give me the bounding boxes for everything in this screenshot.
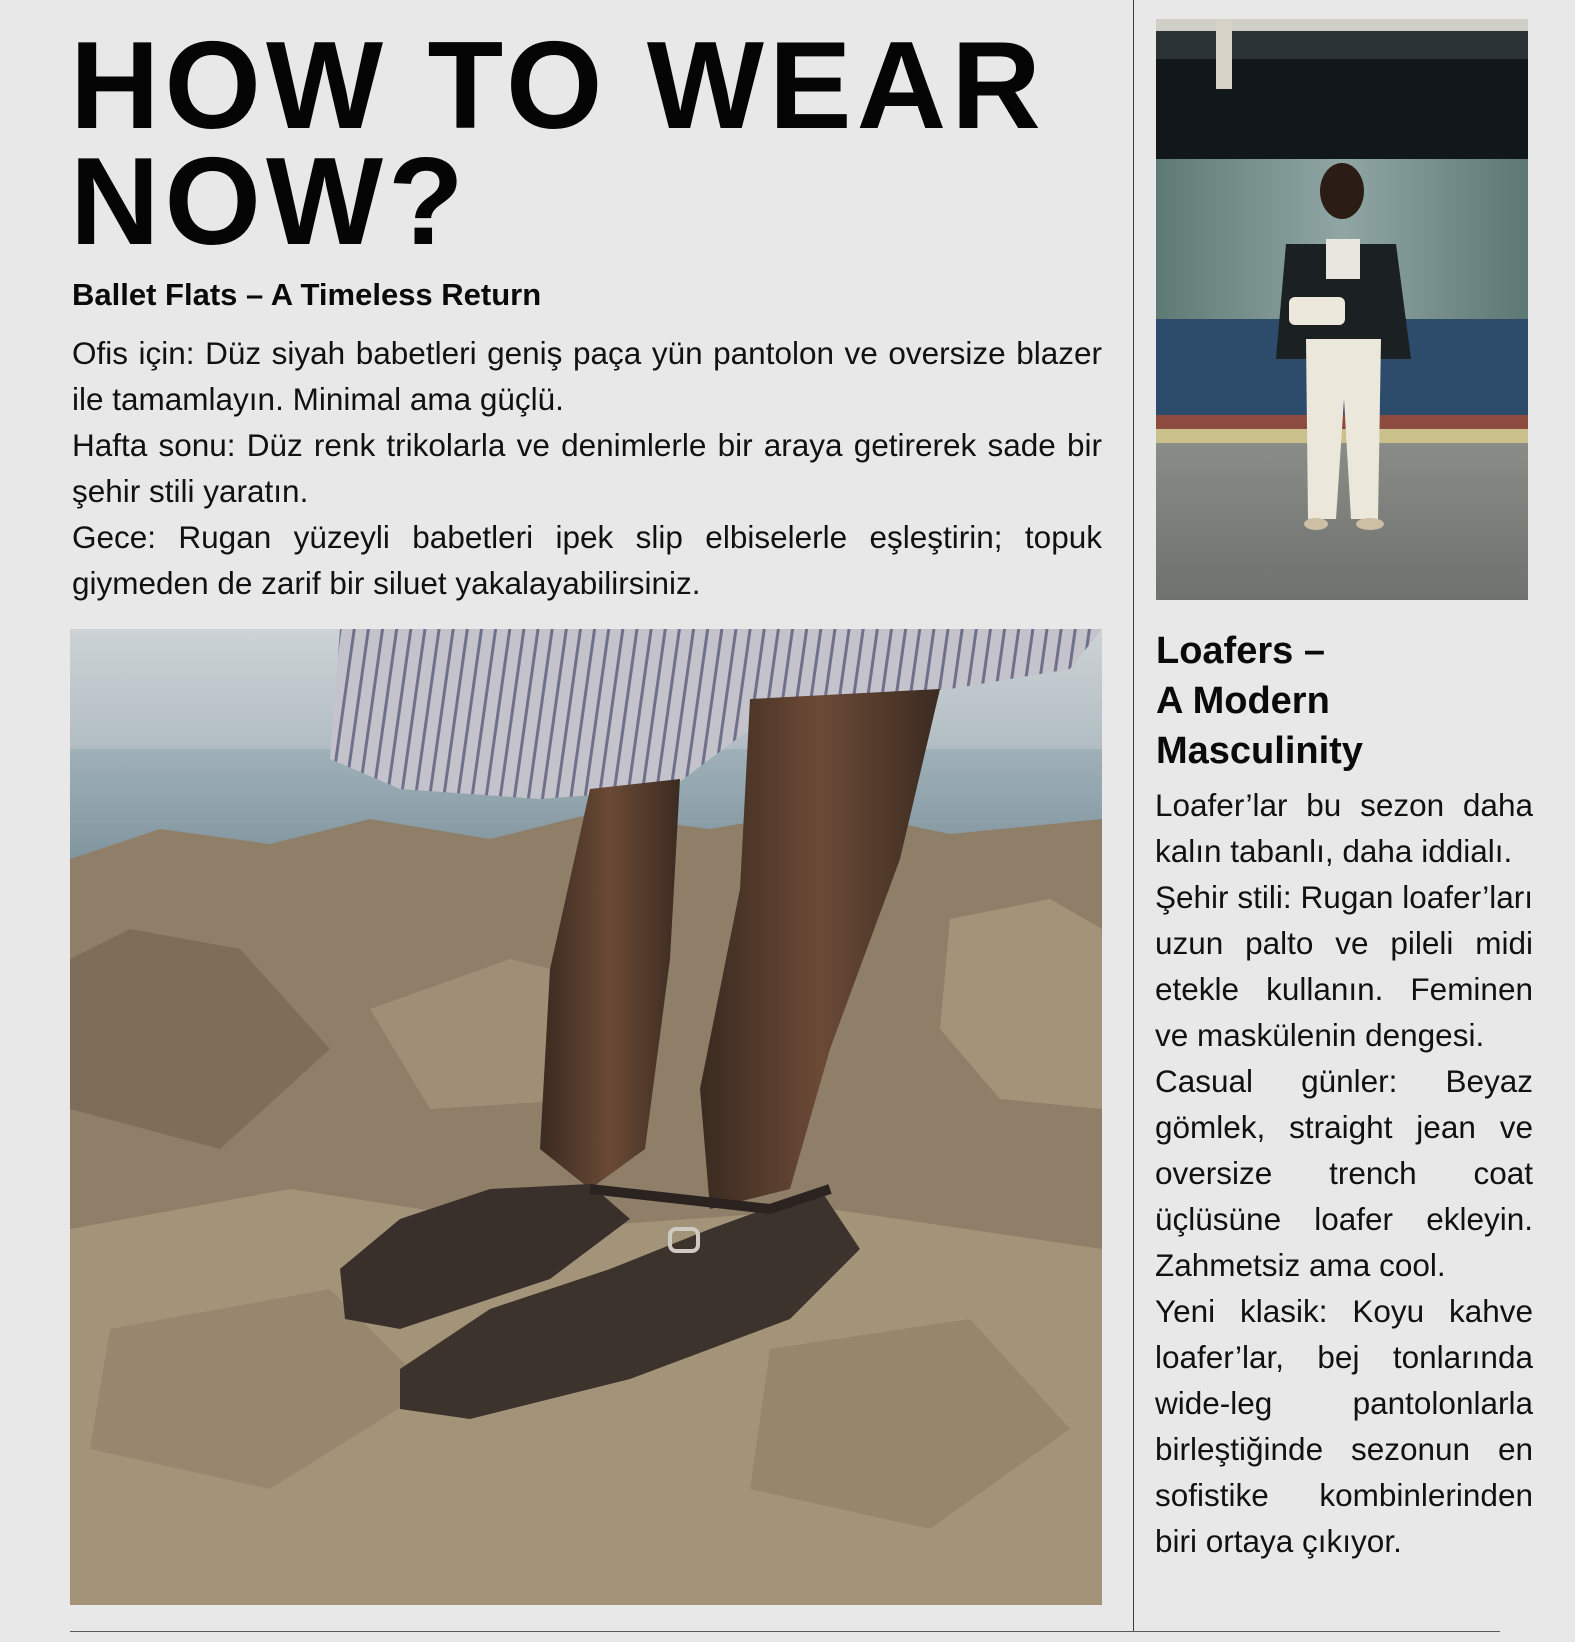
loafers-city-paragraph: Şehir stili: Rugan loafer’ları uzun palto ve pileli midi etekle kullanın. Feminen ve maskülenin dengesi. [1155,879,1533,1053]
ballet-flats-body [72,330,1102,606]
ballet-weekend-paragraph: Hafta sonu: Düz renk trikolarla ve denimlerle bir araya getirerek sade bir şehir stili yaratın. [72,427,1102,509]
ballet-flats-photo [70,629,1102,1605]
loafers-intro-paragraph: Loafer’lar bu sezon daha kalın tabanlı, daha iddialı. [1155,787,1533,869]
loafers-title-line-2: A Modern [1156,680,1330,722]
ballet-flats-title: Ballet Flats – A Timeless Return [72,277,542,312]
bottom-rule [70,1631,1500,1632]
loafers-body [1155,782,1533,1564]
loafers-casual-paragraph: Casual günler: Beyaz gömlek, straight jean ve oversize trench coat üçlüsüne loafer ekleyin. Zahmetsiz ama cool. [1155,1063,1533,1283]
headline-line-1: HOW TO WEAR [70,17,1046,155]
subway-loafers-photo [1156,19,1528,600]
column-divider [1133,0,1134,1632]
loafers-title-line-1: Loafers – [1156,630,1325,672]
ballet-night-paragraph: Gece: Rugan yüzeyli babetleri ipek slip elbiselerle eşleştirin; topuk giymeden de zarif bir siluet yakalayabilirsiniz. [72,519,1102,601]
page-headline [70,17,1110,271]
loafers-title-line-3: Masculinity [1156,730,1363,772]
headline-line-2: NOW? [70,133,469,271]
loafers-classic-paragraph: Yeni klasik: Koyu kahve loafer’lar, bej tonlarında wide-leg pantolonlarla birleştiğinde sezonun en sofistike kombinlerinden biri ortaya çıkıyor. [1155,1293,1533,1559]
loafers-title [1156,626,1363,776]
ballet-office-paragraph: Ofis için: Düz siyah babetleri geniş paça yün pantolon ve oversize blazer ile tamamlayın. Minimal ama güçlü. [72,335,1102,417]
